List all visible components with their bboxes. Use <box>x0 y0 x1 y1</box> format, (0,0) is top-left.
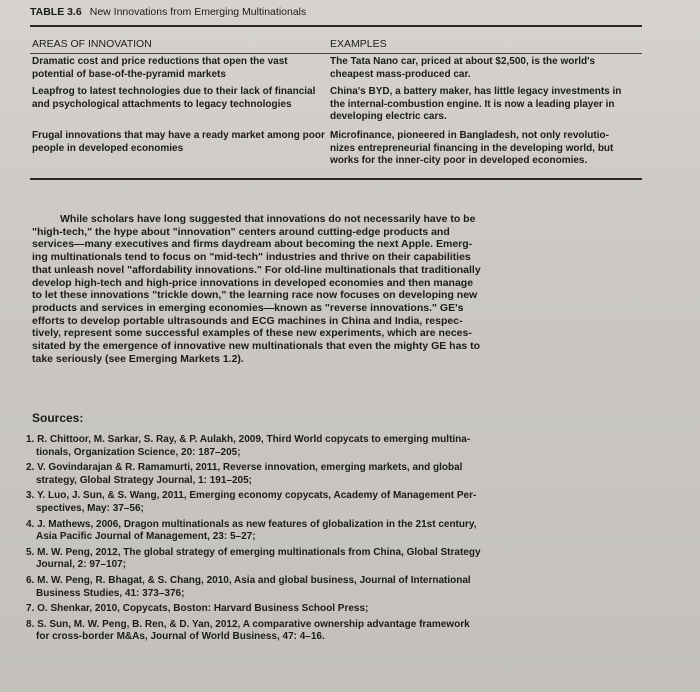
source-item: 3. Y. Luo, J. Sun, & S. Wang, 2011, Emerging economy copycats, Academy of Management Per- spectives, May: 37–56; <box>26 490 477 514</box>
table-row-1-area: Dramatic cost and price reductions that open the vast potential of base-of-the-pyramid markets <box>32 56 288 80</box>
table-caption <box>30 6 306 18</box>
body-paragraph: While scholars have long suggested that innovations do not necessarily have to be "high-tech," the hype about "innovation" centers around cutting-edge products and services—many executives and firms daydream about becoming the next Apple. Emerg- ing multinationals tend to focus on "mid-tech" industries and thrive on their capabilities that unleash novel "affordability innovations." For old-line multinationals that traditionally develop high-tech and high-price innovations in developed economies and then manage to let these innovations "trickle down," the learning race now focuses on developing new products and services in emerging economies—known as "reverse innovations." GE's efforts to develop portable ultrasounds and ECG machines in China and India, respec- tively, represent some successful examples of these new experiments, which are neces- sitated by the emergence of innovative new multinationals that even the mighty GE has to take seriously (see Emerging Markets 1.2). <box>32 213 481 365</box>
table-row-3-area: Frugal innovations that may have a ready market among poor people in developed economies <box>32 130 325 154</box>
table-title: New Innovations from Emerging Multinationals <box>89 6 307 18</box>
source-item: 7. O. Shenkar, 2010, Copycats, Boston: Harvard Business School Press; <box>26 603 369 615</box>
source-item: 4. J. Mathews, 2006, Dragon multinationals as new features of globalization in the 21st century, Asia Pacific Journal of Management, 23: 5–27; <box>26 518 477 543</box>
table-row-2-area: Leapfrog to latest technologies due to their lack of financial and psychological attachments to legacy technologies <box>32 86 316 110</box>
table-bottom-rule <box>30 178 642 180</box>
source-item: 1. R. Chittoor, M. Sarkar, S. Ray, & P. Aulakh, 2009, Third World copycats to emerging multina- tionals, Organization Science, 20: 187–205; <box>26 434 471 458</box>
source-item: 5. M. W. Peng, 2012, The global strategy of emerging multinationals from China, Global Strategy Journal, 2: 97–107; <box>26 546 481 571</box>
source-item: 6. M. W. Peng, R. Bhagat, & S. Chang, 2010, Asia and global business, Journal of International Business Studies, 41: 373–376; <box>26 574 471 599</box>
table-row-3-example: Microfinance, pioneered in Bangladesh, not only revolutio- nizes entrepreneurial financing in the developing world, but works for the inner-city poor in developed economies. <box>330 130 614 166</box>
source-item: 8. S. Sun, M. W. Peng, B. Ren, & D. Yan, 2012, A comparative ownership advantage framework for cross-border M&As, Journal of World Business, 47: 4–16. <box>26 618 470 643</box>
sources-list <box>26 434 481 647</box>
table-row-2-example: China's BYD, a battery maker, has little legacy investments in the internal-combustion engine. It is now a leading player in developing electric cars. <box>330 86 622 122</box>
table-top-rule <box>30 25 642 27</box>
table-row-1-example: The Tata Nano car, priced at about $2,500, is the world's cheapest mass-produced car. <box>330 56 596 80</box>
table-number: TABLE 3.6 <box>30 6 82 18</box>
table-header-rule <box>30 53 642 54</box>
col-header-areas: AREAS OF INNOVATION <box>32 38 152 50</box>
source-item: 2. V. Govindarajan & R. Ramamurti, 2011, Reverse innovation, emerging markets, and global strategy, Global Strategy Journal, 1: 191–205; <box>26 462 463 486</box>
col-header-examples: EXAMPLES <box>330 38 387 50</box>
sources-heading: Sources: <box>32 411 84 425</box>
